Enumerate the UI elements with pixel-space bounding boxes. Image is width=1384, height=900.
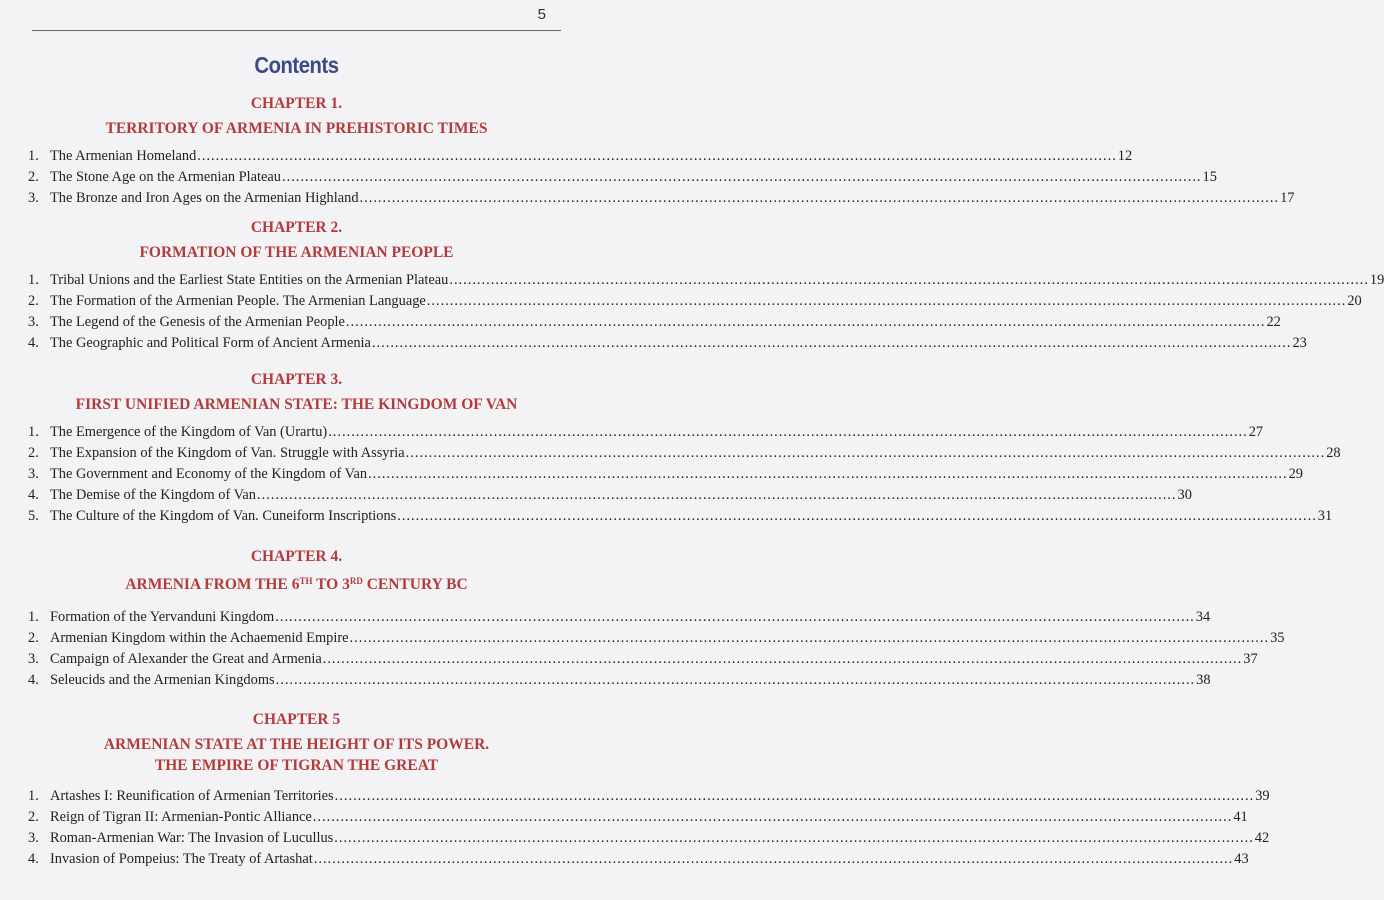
entry-page: 38 — [1196, 672, 1211, 688]
entry-page: 31 — [1317, 508, 1333, 524]
chapter-title: FORMATION OF THE ARMENIAN PEOPLE — [139, 244, 454, 261]
entry-label: The Bronze and Iron Ages on the Armenian Highland — [50, 190, 359, 206]
chapter-4 — [0, 546, 1285, 691]
entry-number: 4. — [28, 335, 39, 351]
entry-list — [0, 422, 1341, 527]
contents-title: Contents — [254, 52, 339, 78]
toc-entry[interactable] — [28, 333, 1307, 354]
leader-dots: ........................................................................................................................................................................................................ — [368, 466, 1288, 482]
chapter-2 — [0, 217, 1384, 354]
entry-label: Reign of Tigran II: Armenian-Pontic Alliance — [50, 809, 312, 825]
entry-number: 2. — [28, 445, 39, 461]
entry-page: 22 — [1266, 314, 1281, 330]
entry-number: 1. — [28, 788, 39, 804]
leader-dots: ........................................................................................................................................................................................................ — [349, 630, 1270, 646]
entry-label: The Armenian Homeland — [50, 148, 197, 164]
entry-number: 4. — [28, 851, 39, 867]
entry-page: 43 — [1234, 851, 1249, 867]
entry-label: The Legend of the Genesis of the Armenian People — [50, 314, 345, 330]
leader-dots: ........................................................................................................................................................................................................ — [334, 788, 1255, 804]
entry-label: The Demise of the Kingdom of Van — [50, 487, 256, 503]
leader-dots: ........................................................................................................................................................................................................ — [275, 609, 1195, 625]
chapter-number: CHAPTER 3. — [250, 371, 343, 388]
toc-entry[interactable] — [28, 464, 1303, 485]
leader-dots: ........................................................................................................................................................................................................ — [256, 487, 1177, 503]
chapter-number: CHAPTER 1. — [250, 95, 343, 112]
entry-list — [0, 607, 1285, 691]
entry-number: 3. — [28, 651, 39, 667]
leader-dots: ........................................................................................................................................................................................................ — [359, 190, 1280, 206]
toc-entry[interactable] — [28, 807, 1248, 828]
entry-number: 3. — [28, 314, 39, 330]
leader-dots: ........................................................................................................................................................................................................ — [426, 293, 1347, 309]
toc-entry[interactable] — [28, 649, 1258, 670]
entry-number: 2. — [28, 630, 39, 646]
entry-page: 15 — [1202, 169, 1217, 185]
entry-label: The Expansion of the Kingdom of Van. Struggle with Assyria — [50, 445, 405, 461]
entry-label: Tribal Unions and the Earliest State Entities on the Armenian Plateau — [50, 272, 449, 288]
entry-page: 23 — [1292, 335, 1307, 351]
leader-dots: ........................................................................................................................................................................................................ — [312, 809, 1233, 825]
chapter-5 — [0, 709, 1270, 870]
entry-page: 17 — [1280, 190, 1295, 206]
leader-dots: ........................................................................................................................................................................................................ — [334, 830, 1254, 846]
entry-number: 2. — [28, 809, 39, 825]
entry-number: 1. — [28, 272, 39, 288]
entry-page: 12 — [1117, 148, 1133, 164]
toc-entry[interactable] — [28, 312, 1281, 333]
entry-label: The Formation of the Armenian People. The Armenian Language — [50, 293, 426, 309]
entry-page: 34 — [1195, 609, 1211, 625]
toc-entry[interactable] — [28, 422, 1264, 443]
entry-page: 19 — [1369, 272, 1384, 288]
entry-number: 1. — [28, 148, 39, 164]
entry-number: 3. — [28, 190, 39, 206]
entry-label: Roman-Armenian War: The Invasion of Lucullus — [50, 830, 334, 846]
entry-list — [0, 146, 1295, 209]
leader-dots: ........................................................................................................................................................................................................ — [197, 148, 1117, 164]
leader-dots: ........................................................................................................................................................................................................ — [328, 424, 1248, 440]
entry-number: 1. — [28, 424, 39, 440]
chapter-number: CHAPTER 4. — [250, 548, 343, 565]
entry-number: 4. — [28, 487, 39, 503]
chapter-title: TERRITORY OF ARMENIA IN PREHISTORIC TIMES — [105, 120, 488, 137]
chapter-1 — [0, 93, 1295, 209]
chapter-title: ARMENIA FROM THE 6TH TO 3RD CENTURY BC — [125, 576, 468, 593]
toc-entry[interactable] — [28, 670, 1211, 691]
entry-label: The Government and Economy of the Kingdom of Van — [50, 466, 368, 482]
toc-entry[interactable] — [28, 849, 1249, 870]
entry-label: Artashes I: Reunification of Armenian Territories — [50, 788, 334, 804]
entry-page: 30 — [1177, 487, 1192, 503]
entry-label: The Emergence of the Kingdom of Van (Urartu) — [50, 424, 328, 440]
toc-entry[interactable] — [28, 786, 1270, 807]
page-number: 5 — [537, 6, 546, 23]
entry-number: 1. — [28, 609, 39, 625]
entry-page: 20 — [1347, 293, 1362, 309]
entry-label: Invasion of Pompeius: The Treaty of Artashat — [50, 851, 313, 867]
leader-dots: ........................................................................................................................................................................................................ — [282, 169, 1202, 185]
toc-entry[interactable] — [28, 146, 1133, 167]
entry-label: Campaign of Alexander the Great and Armenia — [50, 651, 322, 667]
toc-entry[interactable] — [28, 506, 1333, 527]
chapter-3 — [0, 369, 1341, 527]
leader-dots: ........................................................................................................................................................................................................ — [313, 851, 1234, 867]
entry-label: The Geographic and Political Form of Ancient Armenia — [50, 335, 371, 351]
toc-entry[interactable] — [28, 628, 1285, 649]
entry-list — [0, 786, 1270, 870]
entry-label: The Culture of the Kingdom of Van. Cuneiform Inscriptions — [50, 508, 397, 524]
toc-entry[interactable] — [28, 485, 1192, 506]
entry-page: 39 — [1255, 788, 1270, 804]
entry-label: Armenian Kingdom within the Achaemenid Empire — [50, 630, 349, 646]
entry-label: The Stone Age on the Armenian Plateau — [50, 169, 281, 185]
chapter-number: CHAPTER 2. — [250, 219, 343, 236]
entry-page: 42 — [1254, 830, 1270, 846]
toc-entry[interactable] — [28, 270, 1384, 291]
leader-dots: ........................................................................................................................................................................................................ — [449, 272, 1369, 288]
entry-number: 5. — [28, 508, 39, 524]
toc-entry[interactable] — [28, 167, 1217, 188]
entry-number: 2. — [28, 293, 39, 309]
toc-entry[interactable] — [28, 607, 1211, 628]
chapter-title: ARMENIAN STATE AT THE HEIGHT OF ITS POWER. — [103, 736, 490, 753]
leader-dots: ........................................................................................................................................................................................................ — [405, 445, 1326, 461]
toc-entry[interactable] — [28, 828, 1270, 849]
entry-number: 2. — [28, 169, 39, 185]
toc-entry[interactable] — [28, 188, 1295, 209]
entry-page: 35 — [1270, 630, 1285, 646]
entry-page: 37 — [1243, 651, 1258, 667]
leader-dots: ........................................................................................................................................................................................................ — [322, 651, 1243, 667]
leader-dots: ........................................................................................................................................................................................................ — [345, 314, 1266, 330]
toc-entry[interactable] — [28, 291, 1362, 312]
leader-dots: ........................................................................................................................................................................................................ — [371, 335, 1292, 351]
entry-label: Seleucids and the Armenian Kingdoms — [50, 672, 275, 688]
entry-list — [0, 270, 1384, 354]
entry-page: 29 — [1288, 466, 1303, 482]
entry-page: 41 — [1233, 809, 1248, 825]
entry-page: 27 — [1248, 424, 1264, 440]
leader-dots: ........................................................................................................................................................................................................ — [397, 508, 1317, 524]
entry-number: 3. — [28, 466, 39, 482]
entry-page: 28 — [1326, 445, 1341, 461]
chapter-title: THE EMPIRE OF TIGRAN THE GREAT — [154, 757, 439, 774]
leader-dots: ........................................................................................................................................................................................................ — [275, 672, 1196, 688]
toc-entry[interactable] — [28, 443, 1341, 464]
entry-number: 3. — [28, 830, 39, 846]
chapter-number: CHAPTER 5 — [252, 711, 341, 728]
entry-label: Formation of the Yervanduni Kingdom — [50, 609, 275, 625]
entry-number: 4. — [28, 672, 39, 688]
chapter-title: FIRST UNIFIED ARMENIAN STATE: THE KINGDOM OF VAN — [75, 396, 518, 413]
header-rule — [32, 30, 561, 31]
